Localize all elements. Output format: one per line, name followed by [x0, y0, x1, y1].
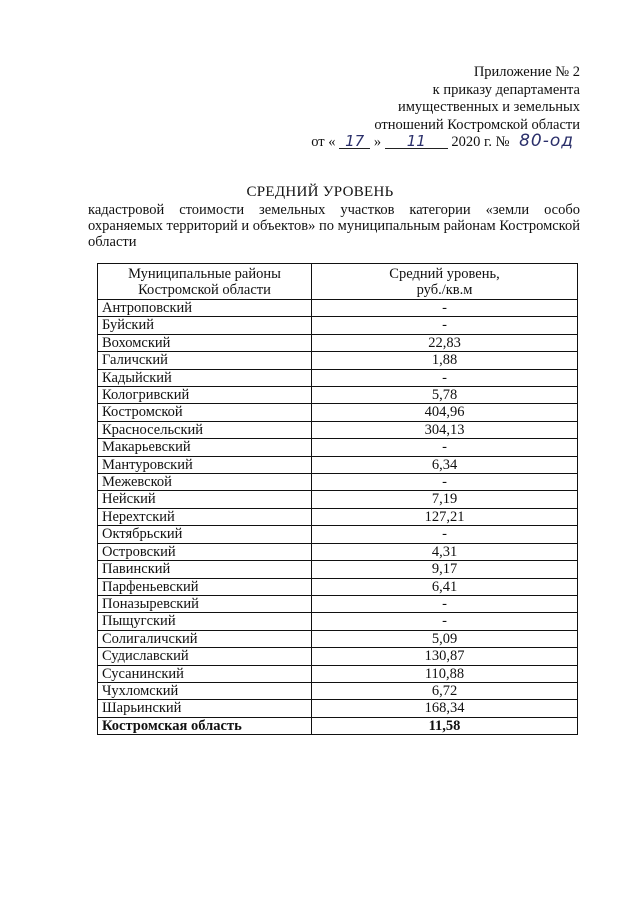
table-row	[98, 456, 578, 473]
district-value: -	[312, 300, 578, 317]
table-row	[98, 700, 578, 717]
district-name: Костромской	[98, 404, 312, 421]
table-row	[98, 578, 578, 595]
table-row	[98, 474, 578, 491]
district-value: 1,88	[312, 352, 578, 369]
table-row	[98, 543, 578, 560]
district-name: Вохомский	[98, 334, 312, 351]
appendix-number: Приложение № 2	[473, 64, 580, 80]
district-name: Антроповский	[98, 300, 312, 317]
table-row	[98, 334, 578, 351]
table-row	[98, 439, 578, 456]
document-subtitle: кадастровой стоимости земельных участков категории «земли особо охраняемых территорий и объектов» по муниципальным районам Костромской области	[88, 202, 580, 250]
table-row	[98, 421, 578, 438]
district-value: -	[312, 439, 578, 456]
order-day: 17	[339, 134, 370, 149]
district-name: Макарьевский	[98, 439, 312, 456]
table-row	[98, 526, 578, 543]
order-month: 11	[385, 134, 448, 149]
district-value: 168,34	[312, 700, 578, 717]
district-name: Пыщугский	[98, 613, 312, 630]
header-districts: Муниципальные районы Костромской области	[98, 264, 312, 300]
district-value: 5,78	[312, 387, 578, 404]
table-row	[98, 665, 578, 682]
table-row	[98, 491, 578, 508]
cadastral-value-table	[97, 263, 578, 735]
district-value: -	[312, 595, 578, 612]
district-name: Межевской	[98, 474, 312, 491]
district-value: 6,41	[312, 578, 578, 595]
district-value: 404,96	[312, 404, 578, 421]
district-name: Кологривский	[98, 387, 312, 404]
order-number: 80-од	[519, 131, 574, 151]
table-row	[98, 613, 578, 630]
table-row	[98, 561, 578, 578]
appendix-department-2: отношений Костромской области	[374, 116, 580, 133]
table-row	[98, 630, 578, 647]
district-name: Мантуровский	[98, 456, 312, 473]
district-value: 127,21	[312, 508, 578, 525]
district-value: -	[312, 317, 578, 334]
district-value: 6,34	[312, 456, 578, 473]
district-name: Островский	[98, 543, 312, 560]
district-name: Судиславский	[98, 648, 312, 665]
order-date-line	[311, 131, 580, 152]
district-name: Нейский	[98, 491, 312, 508]
table-total-row	[98, 717, 578, 734]
district-value: 110,88	[312, 665, 578, 682]
district-value: 7,19	[312, 491, 578, 508]
table-row	[98, 369, 578, 386]
district-value: -	[312, 474, 578, 491]
table-body	[98, 300, 578, 735]
district-value: 9,17	[312, 561, 578, 578]
document-title: СРЕДНИЙ УРОВЕНЬ	[246, 184, 394, 200]
district-name: Парфеньевский	[98, 578, 312, 595]
district-value: -	[312, 526, 578, 543]
date-prefix: от «	[311, 134, 336, 150]
table-row	[98, 317, 578, 334]
table-row	[98, 387, 578, 404]
table-row	[98, 300, 578, 317]
total-label: Костромская область	[98, 717, 312, 734]
district-value: 4,31	[312, 543, 578, 560]
district-value: 304,13	[312, 421, 578, 438]
district-name: Нерехтский	[98, 508, 312, 525]
date-mid: »	[373, 134, 382, 150]
total-value: 11,58	[312, 717, 578, 734]
table-row	[98, 352, 578, 369]
district-value: 5,09	[312, 630, 578, 647]
district-value: -	[312, 369, 578, 386]
table-row	[98, 682, 578, 699]
district-name: Кадыйский	[98, 369, 312, 386]
table-header-row	[98, 264, 578, 300]
district-name: Чухломский	[98, 682, 312, 699]
district-name: Шарьинский	[98, 700, 312, 717]
table-row	[98, 508, 578, 525]
district-name: Красносельский	[98, 421, 312, 438]
appendix-department: имущественных и земельных	[397, 99, 580, 115]
table-row	[98, 648, 578, 665]
district-name: Галичский	[98, 352, 312, 369]
district-name: Сусанинский	[98, 665, 312, 682]
district-value: 6,72	[312, 682, 578, 699]
district-value: 130,87	[312, 648, 578, 665]
appendix-order-ref: к приказу департамента	[432, 81, 580, 98]
table-row	[98, 595, 578, 612]
district-name: Октябрьский	[98, 526, 312, 543]
district-name: Павинский	[98, 561, 312, 578]
district-name: Поназыревский	[98, 595, 312, 612]
appendix-header	[311, 64, 580, 152]
order-year-text: 2020 г. №	[451, 134, 510, 150]
district-value: 22,83	[312, 334, 578, 351]
district-name: Солигаличский	[98, 630, 312, 647]
table-row	[98, 404, 578, 421]
district-name: Буйский	[98, 317, 312, 334]
header-average-level: Средний уровень, руб./кв.м	[312, 264, 578, 300]
district-value: -	[312, 613, 578, 630]
